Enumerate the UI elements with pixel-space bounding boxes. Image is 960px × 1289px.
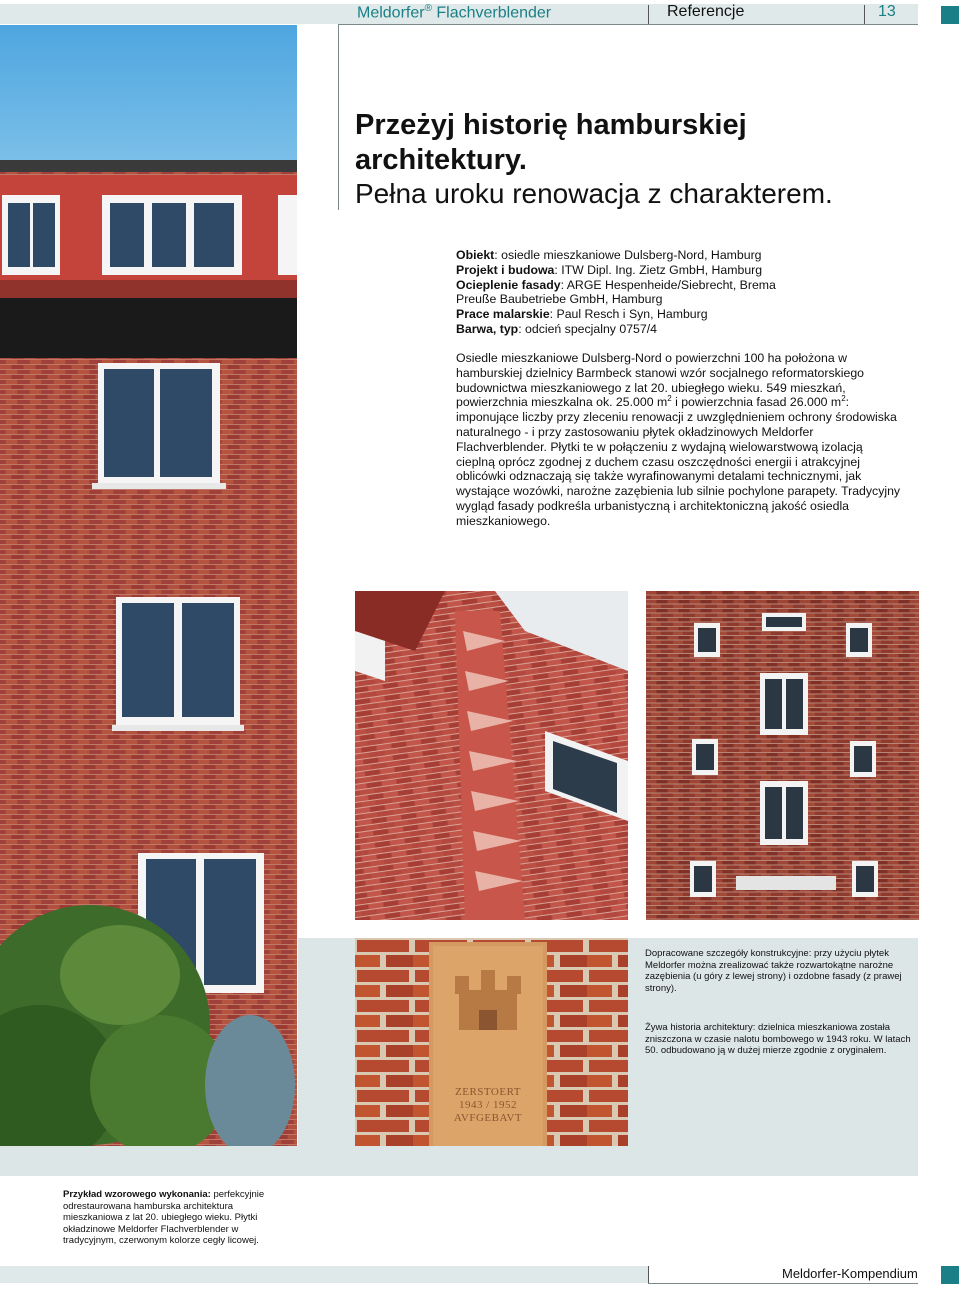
facade-photo-main	[0, 25, 297, 1146]
vertical-rule	[338, 24, 339, 210]
caption-example-text: perfekcyjnie odrestaurowana hamburska architektura mieszkaniowa z lat 20. ubiegłego wieku. Płytki okładzinowe Meldorfer Flachverblender w tradycyjnym, czerwonym kolorze cegły licowej.	[63, 1189, 265, 1246]
footer-rule	[648, 1283, 918, 1284]
body-part: i powierzchnia fasad 26.000 m	[671, 395, 842, 410]
info-line	[456, 263, 916, 278]
header-section: Referencje	[667, 3, 745, 20]
info-value: : odcień specjalny 0757/4	[518, 321, 657, 336]
footer-separator	[648, 1266, 649, 1283]
corner-detail-photo-graphic	[355, 591, 628, 920]
corner-detail-photo	[355, 591, 628, 920]
caption-panel-strip	[0, 1146, 918, 1176]
body-part: : imponujące liczby przy zleceniu renowacji z uwzględnieniem ochrony środowiska naturalnego - i przy zastosowaniu płytek okładzinowych Meldorfer Flachverblender. Płytki te w połączeniu z wydajną wielowarstwową izolacją cieplną oprócz zgodnej z duchem czasu oszczędności energii i atrakcyjnej oblicówki odznaczają się także wyrafinowanymi detalami technicznymi, jak wystające wozówki, narożne zazębienia lub silnie pochylone parapety. Tradycyjny wygląd fasady podkreśla urbanistyczną i architektoniczną jakość osiedla mieszkaniowego.	[456, 395, 901, 528]
header-rule	[338, 24, 918, 25]
brand-name: Meldorfer	[357, 4, 425, 22]
header-separator	[864, 5, 865, 24]
caption-history: Żywa historia architektury: dzielnica mieszkaniowa została zniszczona w czasie nalotu bombowego w 1943 roku. W latach 50. odbudowano ją w dużej mierze zgodnie z oryginałem.	[645, 1022, 911, 1056]
info-label: Prace malarskie	[456, 307, 550, 322]
footer-title: Meldorfer-Kompendium	[782, 1266, 918, 1281]
info-label: Ocieplenie fasady	[456, 277, 561, 292]
info-line	[456, 322, 916, 337]
facade-photo-main-graphic	[0, 25, 297, 1146]
plaque-line: AVFGEBAVT	[453, 1112, 523, 1124]
info-line	[456, 292, 916, 307]
info-label: Barwa, typ	[456, 321, 519, 336]
info-line	[456, 248, 916, 263]
info-value: Preuße Baubetriebe GmbH, Hamburg	[456, 292, 663, 307]
brand-suffix: Flachverblender	[436, 4, 552, 22]
project-info	[456, 248, 916, 337]
page-subtitle: Pełna uroku renowacja z charakterem.	[355, 178, 833, 209]
info-line	[456, 278, 916, 293]
info-line	[456, 307, 916, 322]
superscript: 2	[667, 394, 672, 404]
page-number: 13	[878, 3, 896, 20]
plaque-photo	[355, 938, 628, 1146]
header-accent-square	[941, 6, 959, 24]
plaque-inscription	[435, 1086, 541, 1125]
info-value: : ITW Dipl. Ing. Zietz GmbH, Hamburg	[554, 262, 763, 277]
caption-example-label: Przykład wzorowego wykonania:	[63, 1189, 211, 1200]
page-title: Przeżyj historię hamburskiej architektury.	[355, 109, 747, 176]
info-value: : Paul Resch i Syn, Hamburg	[549, 307, 708, 322]
caption-details: Dopracowane szczegóły konstrukcyjne: przy użyciu płytek Meldorfer można zrealizować także rozwartokątne narożne zazębienia (u góry z lewej strony) i ozdobne fasady (z prawej strony).	[645, 948, 902, 994]
brand-registered-mark: ®	[424, 3, 432, 14]
plaque-line: ZERSTOERT	[455, 1086, 521, 1098]
superscript: 2	[841, 394, 846, 404]
caption-example	[63, 1189, 283, 1247]
info-label: Projekt i budowa	[456, 262, 555, 277]
info-value: : osiedle mieszkaniowe Dulsberg-Nord, Hamburg	[494, 248, 762, 262]
plaque-line: 1943 / 1952	[458, 1099, 518, 1111]
body-text	[456, 351, 904, 529]
facade-windows-photo-graphic	[646, 591, 919, 920]
header-brand	[357, 3, 551, 22]
body-part: Osiedle mieszkaniowe Dulsberg-Nord o powierzchni 100 ha położona w hamburskiej dzielnicy Barmbeck stanowi wzór socjalnego reformatorskiego budownictwa mieszkaniowego z lat 20. ubiegłego wieku. 549 mieszkań, powierzchnia mieszkalna ok. 25.000 m	[456, 351, 865, 410]
footer-band	[0, 1266, 648, 1283]
info-value: : ARGE Hespenheide/Siebrecht, Brema	[560, 277, 776, 292]
header-separator	[648, 5, 649, 24]
footer-accent-square	[941, 1266, 959, 1284]
info-label: Obiekt	[456, 248, 495, 262]
facade-windows-photo	[646, 591, 919, 920]
